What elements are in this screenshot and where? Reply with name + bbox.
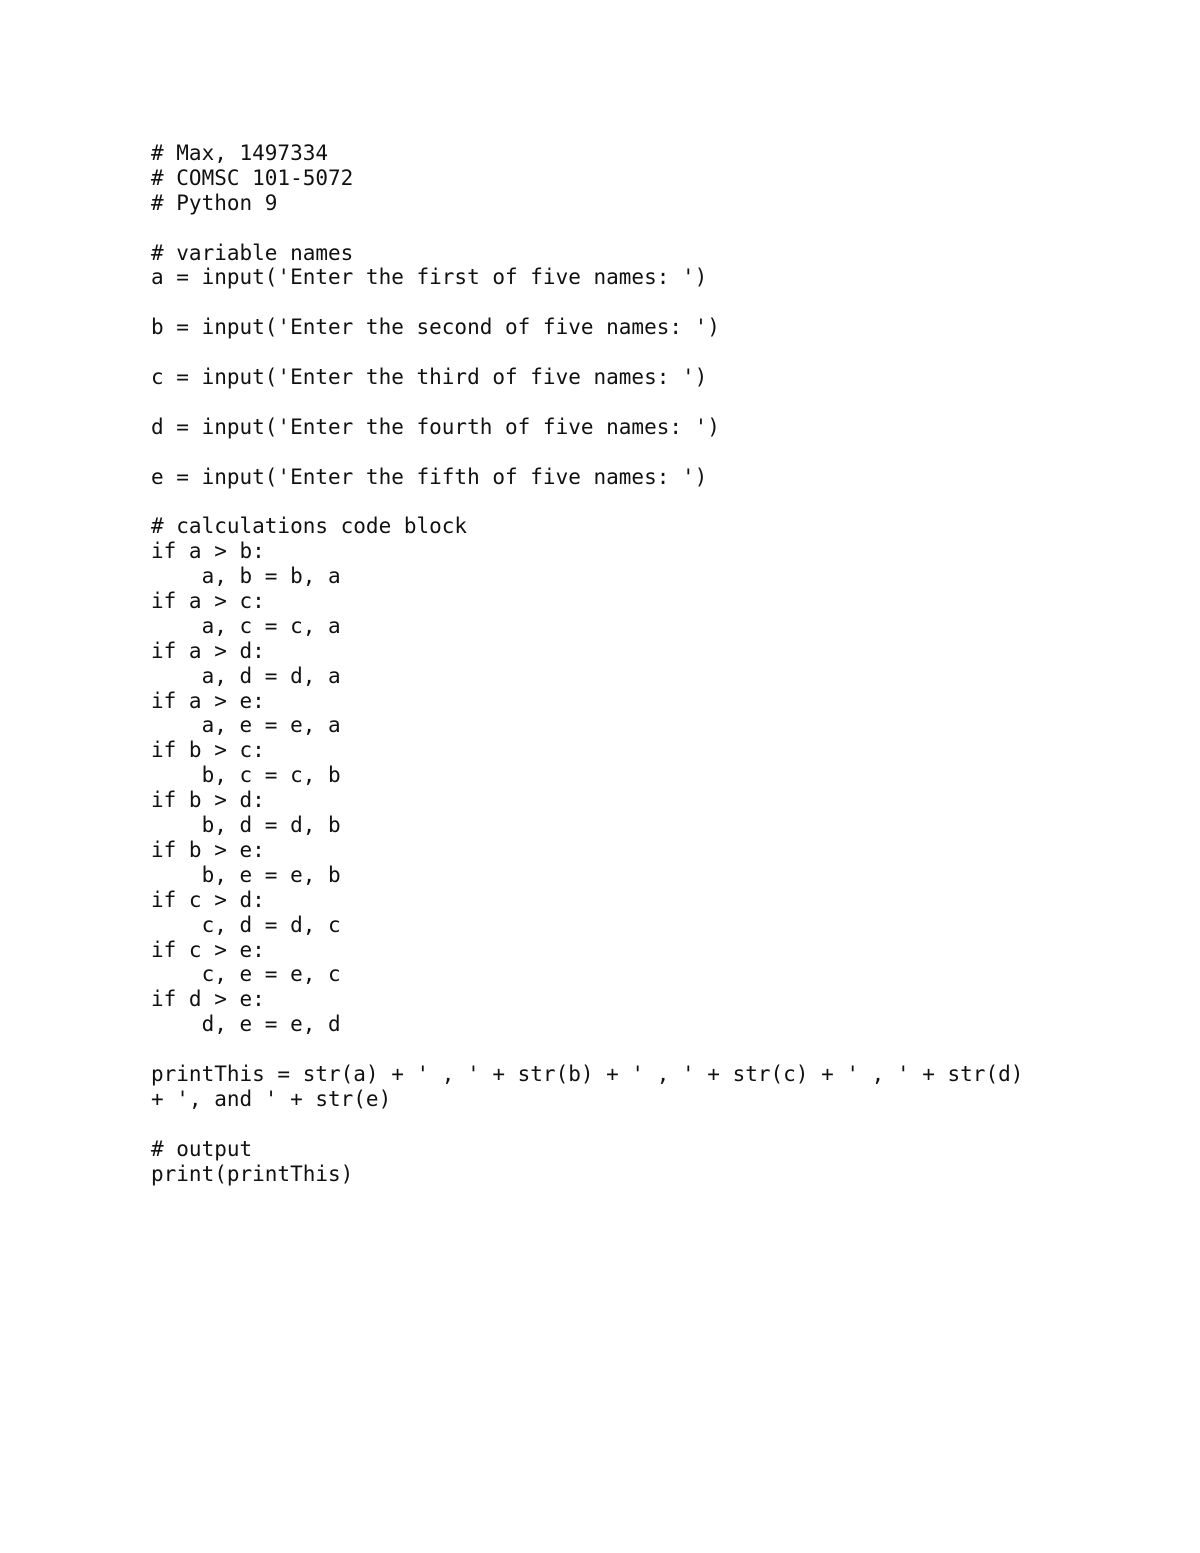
code-line: if a > d: bbox=[151, 638, 265, 663]
code-line: if a > b: bbox=[151, 539, 265, 564]
code-line: c, e = e, c bbox=[151, 962, 341, 987]
code-line: print(printThis) bbox=[151, 1161, 354, 1186]
code-line: if d > e: bbox=[151, 987, 265, 1012]
code-line: a, b = b, a bbox=[151, 564, 341, 589]
code-line bbox=[151, 390, 1023, 415]
code-line: if b > d: bbox=[151, 788, 265, 813]
code-line bbox=[151, 489, 1023, 514]
code-line: e = input('Enter the fifth of five names: ') bbox=[151, 464, 708, 489]
code-line: if c > e: bbox=[151, 937, 265, 962]
code-line: # calculations code block bbox=[151, 514, 468, 539]
code-line: if b > c: bbox=[151, 738, 265, 763]
code-line: b, d = d, b bbox=[151, 813, 341, 838]
code-line: b = input('Enter the second of five names: ') bbox=[151, 315, 720, 340]
code-line: a, c = c, a bbox=[151, 613, 341, 638]
code-line: a, e = e, a bbox=[151, 713, 341, 738]
code-line: # variable names bbox=[151, 240, 354, 265]
code-line: b, c = c, b bbox=[151, 763, 341, 788]
code-line: printThis = str(a) + ' , ' + str(b) + ' , ' + str(c) + ' , ' + str(d) bbox=[151, 1061, 1024, 1086]
code-line: d, e = e, d bbox=[151, 1012, 341, 1037]
code-line: # COMSC 101-5072 bbox=[151, 165, 354, 190]
code-line: if c > d: bbox=[151, 887, 265, 912]
code-line bbox=[151, 290, 1023, 315]
code-line: a, d = d, a bbox=[151, 663, 341, 688]
code-line bbox=[151, 216, 1023, 241]
code-line bbox=[151, 1037, 1023, 1062]
code-line: if a > e: bbox=[151, 688, 265, 713]
code-line bbox=[151, 1112, 1023, 1137]
code-line: # output bbox=[151, 1136, 253, 1161]
code-line: # Python 9 bbox=[151, 190, 278, 215]
code-line: c, d = d, c bbox=[151, 912, 341, 937]
code-listing bbox=[151, 141, 1023, 1186]
code-line bbox=[151, 440, 1023, 465]
code-line: b, e = e, b bbox=[151, 862, 341, 887]
code-line: + ', and ' + str(e) bbox=[151, 1086, 392, 1111]
code-line bbox=[151, 340, 1023, 365]
code-line: d = input('Enter the fourth of five names: ') bbox=[151, 414, 720, 439]
code-line: if a > c: bbox=[151, 589, 265, 614]
code-line: # Max, 1497334 bbox=[151, 141, 329, 165]
code-line: a = input('Enter the first of five names: ') bbox=[151, 265, 708, 290]
code-line: c = input('Enter the third of five names: ') bbox=[151, 365, 708, 390]
code-line: if b > e: bbox=[151, 837, 265, 862]
